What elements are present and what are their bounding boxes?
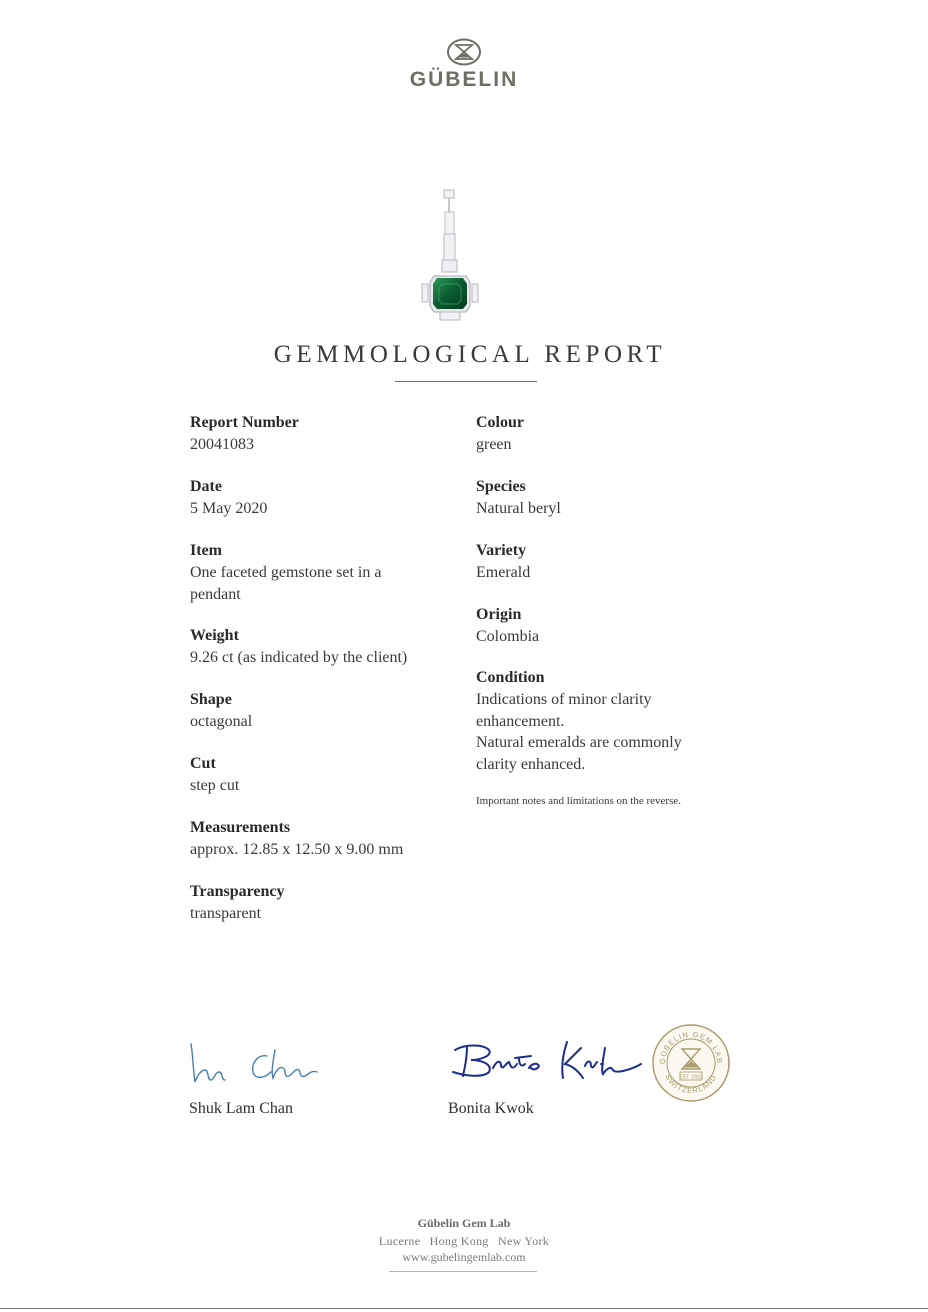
field-label: Species bbox=[476, 478, 526, 495]
field-value: transparent bbox=[190, 905, 262, 922]
reverse-note: Important notes and limitations on the reverse. bbox=[476, 795, 681, 807]
field-label: Colour bbox=[476, 414, 524, 431]
field-value: 5 May 2020 bbox=[190, 500, 268, 517]
field-cut bbox=[190, 753, 239, 797]
signature-shuk-lam-chan bbox=[183, 1036, 323, 1092]
field-value: pendant bbox=[190, 585, 241, 603]
field-value: 20041083 bbox=[190, 436, 254, 453]
svg-text:SWITZERLAND: SWITZERLAND bbox=[663, 1072, 719, 1096]
svg-text:GÜBELIN GEM LAB: GÜBELIN GEM LAB bbox=[657, 1029, 725, 1065]
field-label: Shape bbox=[190, 691, 232, 708]
field-value: octagonal bbox=[190, 713, 253, 730]
field-transparency bbox=[190, 881, 285, 925]
field-origin bbox=[476, 604, 539, 648]
field-value: Indications of minor clarity bbox=[476, 691, 652, 708]
field-label: Variety bbox=[476, 542, 527, 559]
signatory-name: Bonita Kwok bbox=[448, 1100, 534, 1117]
field-value: Colombia bbox=[476, 628, 540, 645]
field-value: green bbox=[476, 436, 512, 453]
brand-name: GÜBELIN bbox=[409, 68, 519, 91]
field-value: Emerald bbox=[476, 564, 531, 581]
svg-text:EST. 1923: EST. 1923 bbox=[679, 1074, 703, 1081]
field-label: Cut bbox=[190, 755, 216, 772]
footer-city: New York bbox=[498, 1234, 550, 1248]
field-label: Transparency bbox=[190, 883, 285, 900]
footer-divider bbox=[389, 1271, 537, 1272]
field-value: One faceted gemstone set in a bbox=[190, 564, 382, 581]
pendant-image bbox=[420, 188, 484, 328]
field-measurements bbox=[190, 817, 403, 861]
brand-logo bbox=[0, 38, 928, 92]
gem-lab-seal bbox=[651, 1023, 731, 1103]
field-value: step cut bbox=[190, 777, 240, 794]
field-label: Date bbox=[190, 478, 222, 495]
field-value: enhancement. bbox=[476, 712, 565, 730]
field-label: Origin bbox=[476, 606, 522, 623]
field-label: Measurements bbox=[190, 819, 291, 836]
field-label: Item bbox=[190, 542, 222, 559]
field-label: Report Number bbox=[190, 414, 299, 431]
title-divider bbox=[395, 381, 537, 382]
field-report-number bbox=[190, 412, 299, 456]
signature-bonita-kwok bbox=[445, 1034, 645, 1086]
field-item bbox=[190, 540, 381, 605]
field-species bbox=[476, 476, 561, 520]
field-date bbox=[190, 476, 267, 520]
field-value: clarity enhanced. bbox=[476, 755, 586, 773]
footer-city: Lucerne bbox=[378, 1234, 421, 1248]
footer-lab-name: Gübelin Gem Lab bbox=[417, 1216, 511, 1230]
hourglass-emblem-icon bbox=[446, 38, 482, 66]
field-value: approx. 12.85 x 12.50 x 9.00 mm bbox=[190, 841, 404, 858]
page-bottom-edge bbox=[0, 1308, 928, 1309]
footer-cities bbox=[0, 1234, 928, 1249]
field-variety bbox=[476, 540, 530, 584]
signatory-name: Shuk Lam Chan bbox=[189, 1100, 293, 1117]
footer-city: Hong Kong bbox=[429, 1234, 489, 1248]
field-value: Natural emeralds are commonly bbox=[476, 734, 682, 751]
field-shape bbox=[190, 689, 252, 733]
field-value: Natural beryl bbox=[476, 500, 561, 517]
field-colour bbox=[476, 412, 524, 456]
report-title: GEMMOLOGICAL REPORT bbox=[273, 341, 667, 368]
field-label: Weight bbox=[190, 627, 239, 644]
footer-website[interactable]: www.gubelingemlab.com bbox=[402, 1250, 526, 1264]
field-label: Condition bbox=[476, 669, 545, 686]
field-weight bbox=[190, 625, 407, 669]
field-value: 9.26 ct (as indicated by the client) bbox=[190, 649, 408, 666]
field-condition bbox=[476, 667, 682, 775]
